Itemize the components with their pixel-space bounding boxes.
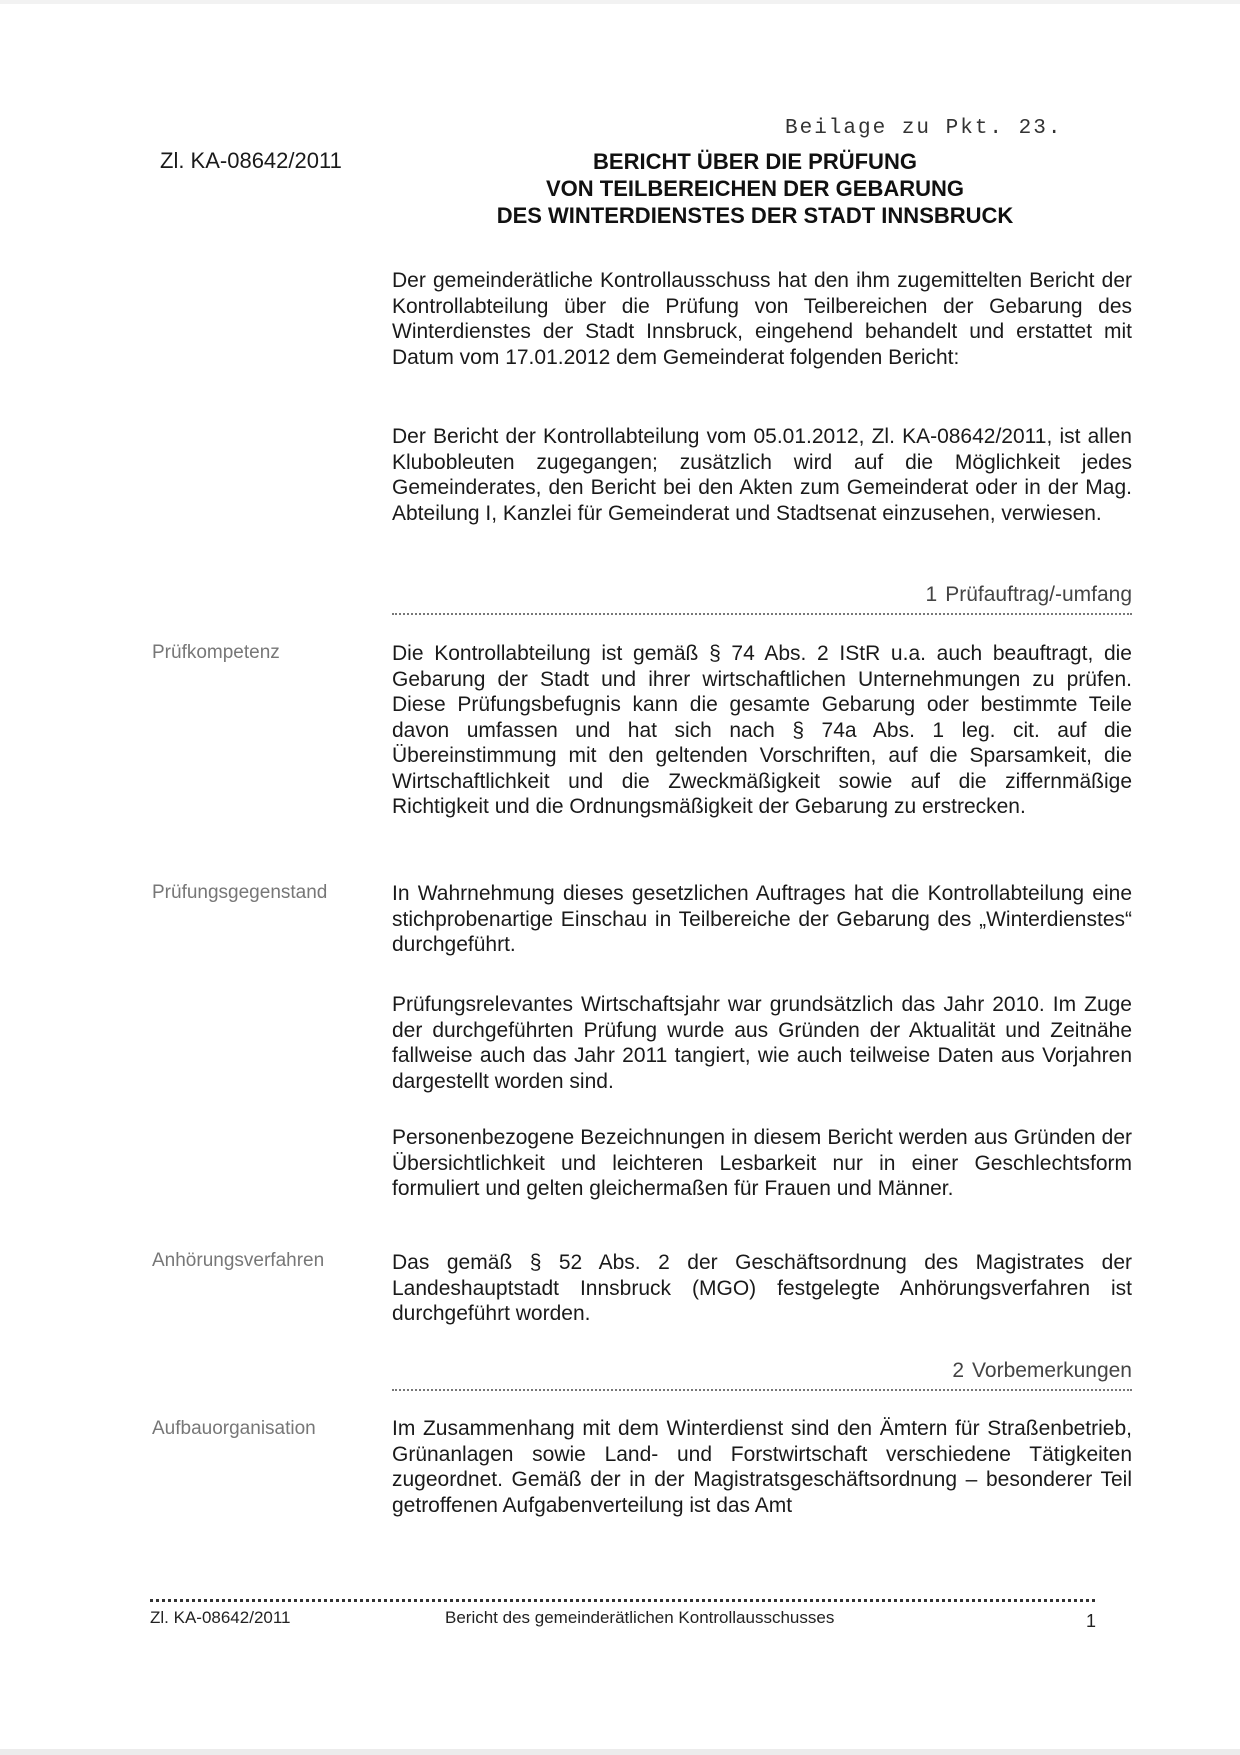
margin-label-pruefungsgegenstand: Prüfungsgegenstand xyxy=(152,882,328,903)
reference-number: Zl. KA-08642/2011 xyxy=(160,148,342,173)
section-number: 2 xyxy=(952,1359,965,1382)
footer-title: Bericht des gemeinderätlichen Kontrollausschusses xyxy=(445,1608,835,1627)
paragraph-pruefkompetenz: Die Kontrollabteilung ist gemäß § 74 Abs. 2 IStR u.a. auch beauftragt, die Gebarung der Stadt und ihrer wirtschaftlichen Unternehmungen zu prüfen. Diese Prüfungsbefugnis kann die gesamte Gebarung oder bestimmte Teile davon umfassen und hat sich nach § 74a Abs. 1 leg. cit. auf die Übereinstimmung mit den geltenden Vorschriften, auf die Sparsamkeit, die Wirtschaftlichkeit und die Zweckmäßigkeit sowie auf die ziffernmäßige Richtigkeit und die Ordnungsmäßigkeit der Gebarung zu erstrecken. xyxy=(392,642,1132,818)
paragraph-pruefungsgegenstand: In Wahrnehmung dieses gesetzlichen Auftrages hat die Kontrollabteilung eine stichprobenartige Einschau in Teilbereiche der Gebarung des „Winterdienstes“ durchgeführt. xyxy=(392,882,1132,956)
paragraph-wirtschaftsjahr: Prüfungsrelevantes Wirtschaftsjahr war grundsätzlich das Jahr 2010. Im Zuge der durchgeführten Prüfung wurde aus Gründen der Aktualität und Zeitnähe fallweise auch das Jahr 2011 tangiert, wie auch teilweise Daten aus Vorjahren dargestellt worden sind. xyxy=(392,993,1132,1093)
section-heading-1 xyxy=(392,583,1132,615)
title-line-1: BERICHT ÜBER DIE PRÜFUNG xyxy=(593,149,917,174)
margin-label-anhoerungsverfahren: Anhörungsverfahren xyxy=(152,1250,325,1271)
margin-label-aufbauorganisation: Aufbauorganisation xyxy=(152,1418,316,1439)
section-number: 1 xyxy=(925,583,938,606)
title-line-2: VON TEILBEREICHEN DER GEBARUNG xyxy=(545,176,965,201)
intro-paragraph-1: Der gemeinderätliche Kontrollausschuss hat den ihm zugemittelten Bericht der Kontrollabteilung über die Prüfung von Teilbereichen der Gebarung des Winterdienstes der Stadt Innsbruck, eingehend behandelt und erstattet mit Datum vom 17.01.2012 dem Gemeinderat folgenden Bericht: xyxy=(392,269,1132,369)
section-heading-2 xyxy=(392,1359,1132,1391)
document-title xyxy=(430,148,1080,229)
intro-paragraph-2: Der Bericht der Kontrollabteilung vom 05.01.2012, Zl. KA-08642/2011, ist allen Klubobleuten zugegangen; zusätzlich wird auf die Möglichkeit jedes Gemeinderates, den Bericht bei den Akten zum Gemeinderat oder in der Mag. Abteilung I, Kanzlei für Gemeinderat und Stadtsenat einzusehen, verwiesen. xyxy=(392,425,1132,525)
scan-edge-top xyxy=(0,0,1240,4)
section-title: Prüfauftrag/-umfang xyxy=(945,583,1132,606)
margin-label-pruefkompetenz: Prüfkompetenz xyxy=(152,642,280,663)
footer-divider xyxy=(150,1599,1095,1602)
title-line-3: DES WINTERDIENSTES DER STADT INNSBRUCK xyxy=(496,203,1014,228)
page-number: 1 xyxy=(1086,1611,1097,1631)
paragraph-personenbezogen: Personenbezogene Bezeichnungen in diesem Bericht werden aus Gründen der Übersichtlichkeit und leichteren Lesbarkeit nur in einer Geschlechtsform formuliert und gelten gleichermaßen für Frauen und Männer. xyxy=(392,1126,1132,1200)
section-title: Vorbemerkungen xyxy=(972,1359,1132,1382)
scan-edge-bottom xyxy=(0,1749,1240,1755)
paragraph-anhoerungsverfahren: Das gemäß § 52 Abs. 2 der Geschäftsordnung des Magistrates der Landeshauptstadt Innsbruck (MGO) festgelegte Anhörungsverfahren ist durchgeführt worden. xyxy=(392,1251,1132,1325)
paragraph-aufbauorganisation: Im Zusammenhang mit dem Winterdienst sind den Ämtern für Straßenbetrieb, Grünanlagen sowie Land- und Forstwirtschaft verschiedene Tätigkeiten zugeordnet. Gemäß der in der Magistratsgeschäftsordnung – besonderer Teil getroffenen Aufgabenverteilung ist das Amt xyxy=(392,1417,1132,1517)
attachment-stamp: Beilage zu Pkt. 23. xyxy=(785,117,1063,140)
footer-reference: Zl. KA-08642/2011 xyxy=(150,1608,291,1627)
